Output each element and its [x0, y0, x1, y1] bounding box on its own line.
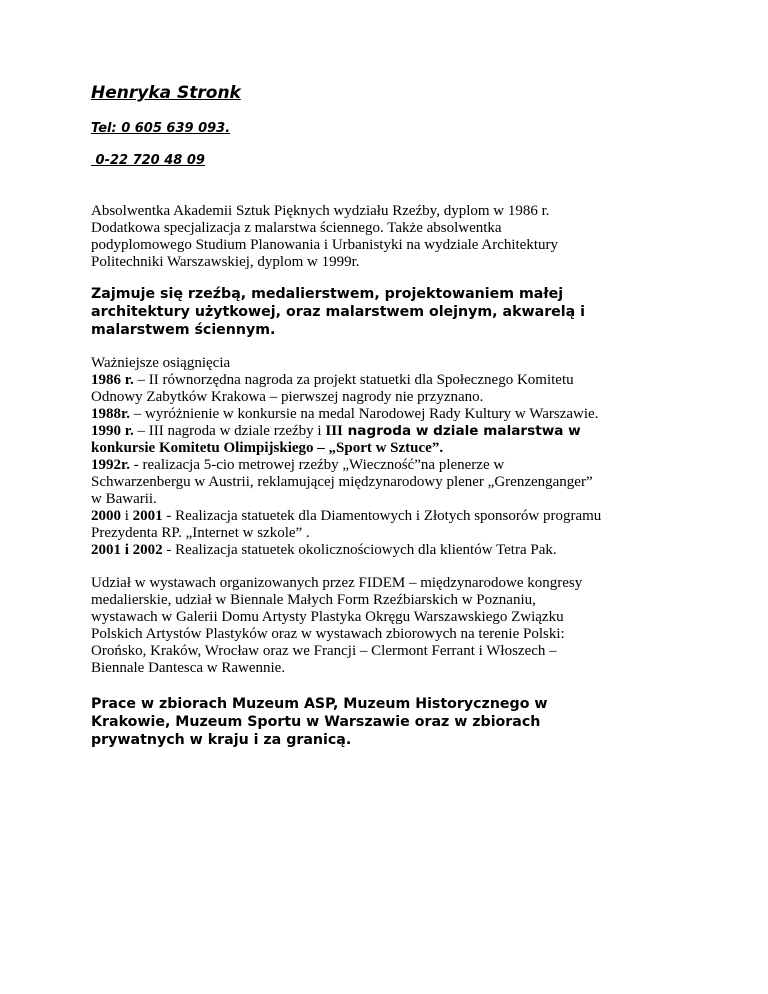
text-line: wystawach w Galerii Domu Artysty Plastyka Okręgu Warszawskiego Związku [91, 609, 564, 625]
text-line: medalierskie, udział w Biennale Małych Form Rzeźbiarskich w Poznaniu, [91, 592, 536, 608]
author-name: Henryka Stronk [91, 83, 241, 103]
text-line: architektury użytkowej, oraz malarstwem olejnym, akwarelą i [91, 304, 586, 320]
text-line: podyplomowego Studium Planowania i Urbanistyki na wydziale Architektury [91, 237, 559, 253]
text-line: Krakowie, Muzeum Sportu w Warszawie oraz w zbiorach [91, 714, 541, 730]
phone-mobile: Tel: 0 605 639 093. [91, 121, 231, 136]
achievement-text: - Realizacja statuetek dla Diamentowych i Złotych sponsorów programu [162, 508, 602, 524]
achievement-year: 2001 [132, 508, 163, 524]
text-line: w Bawarii. [91, 491, 157, 507]
achievements-heading: Ważniejsze osiągnięcia [91, 355, 231, 371]
achievement-year: 2001 i 2002 [91, 542, 163, 558]
achievement-year: 1986 r. [91, 372, 134, 388]
achievement-year: 1992r. [91, 457, 131, 473]
achievements-section [91, 355, 651, 559]
text-line: Prezydenta RP. „Internet w szkole” . [91, 525, 310, 541]
achievement-year: 1988r. [91, 406, 131, 422]
text-line: Polskich Artystów Plastyków oraz w wystawach zbiorowych na terenie Polski: [91, 626, 565, 642]
text-line: Odnowy Zabytków Krakowa – pierwszej nagrody nie przyznano. [91, 389, 484, 405]
education-paragraph [91, 203, 651, 271]
text-line: Schwarzenbergu w Austrii, reklamującej międzynarodowy plener „Grenzenganger” [91, 474, 593, 490]
achievement-emphasis: III [325, 423, 343, 439]
text-line: Zajmuje się rzeźbą, medalierstwem, projektowaniem małej [91, 286, 564, 302]
achievement-2000-2001 [91, 508, 651, 525]
achievement-1986 [91, 372, 651, 389]
text-line: Dodatkowa specjalizacja z malarstwa ściennego. Także absolwentka [91, 220, 502, 236]
achievement-text: i [121, 508, 133, 524]
phone-landline: 0-22 720 48 09 [91, 153, 205, 168]
specialization-paragraph [91, 285, 651, 339]
document-page [91, 82, 651, 749]
achievement-year: 1990 r. [91, 423, 134, 439]
text-line: prywatnych w kraju i za granicą. [91, 732, 352, 748]
text-line: Absolwentka Akademii Sztuk Pięknych wydziału Rzeźby, dyplom w 1986 r. [91, 203, 550, 219]
text-line: konkursie Komitetu Olimpijskiego – „Sport w Sztuce”. [91, 440, 444, 456]
text-line: Prace w zbiorach Muzeum ASP, Muzeum Historycznego w [91, 696, 548, 712]
text-line: Udział w wystawach organizowanych przez FIDEM – międzynarodowe kongresy [91, 575, 583, 591]
achievement-text: – III nagroda w dziale rzeźby i [133, 423, 326, 439]
collections-paragraph [91, 695, 651, 749]
achievement-text: - Realizacja statuetek okolicznościowych dla klientów Tetra Pak. [162, 542, 557, 558]
achievement-1990 [91, 423, 651, 440]
achievement-text: – II równorzędna nagroda za projekt statuetki dla Społecznego Komitetu [133, 372, 574, 388]
achievement-1988 [91, 406, 651, 423]
text-line: Biennale Dantesca w Rawennie. [91, 660, 286, 676]
achievement-year: 2000 [91, 508, 121, 524]
achievement-text: - realizacja 5-cio metrowej rzeźby „Wieczność”na plenerze w [130, 457, 505, 473]
achievement-emphasis: nagroda w dziale malarstwa w [342, 423, 581, 439]
text-line: Politechniki Warszawskiej, dyplom w 1999r. [91, 254, 360, 270]
achievement-text: – wyróżnienie w konkursie na medal Narodowej Rady Kultury w Warszawie. [130, 406, 599, 422]
achievement-2001-2002 [91, 542, 651, 559]
text-line: malarstwem ściennym. [91, 322, 276, 338]
achievement-1992 [91, 457, 651, 474]
text-line: Orońsko, Kraków, Wrocław oraz we Francji – Clermont Ferrant i Włoszech – [91, 643, 557, 659]
exhibitions-paragraph [91, 575, 651, 677]
